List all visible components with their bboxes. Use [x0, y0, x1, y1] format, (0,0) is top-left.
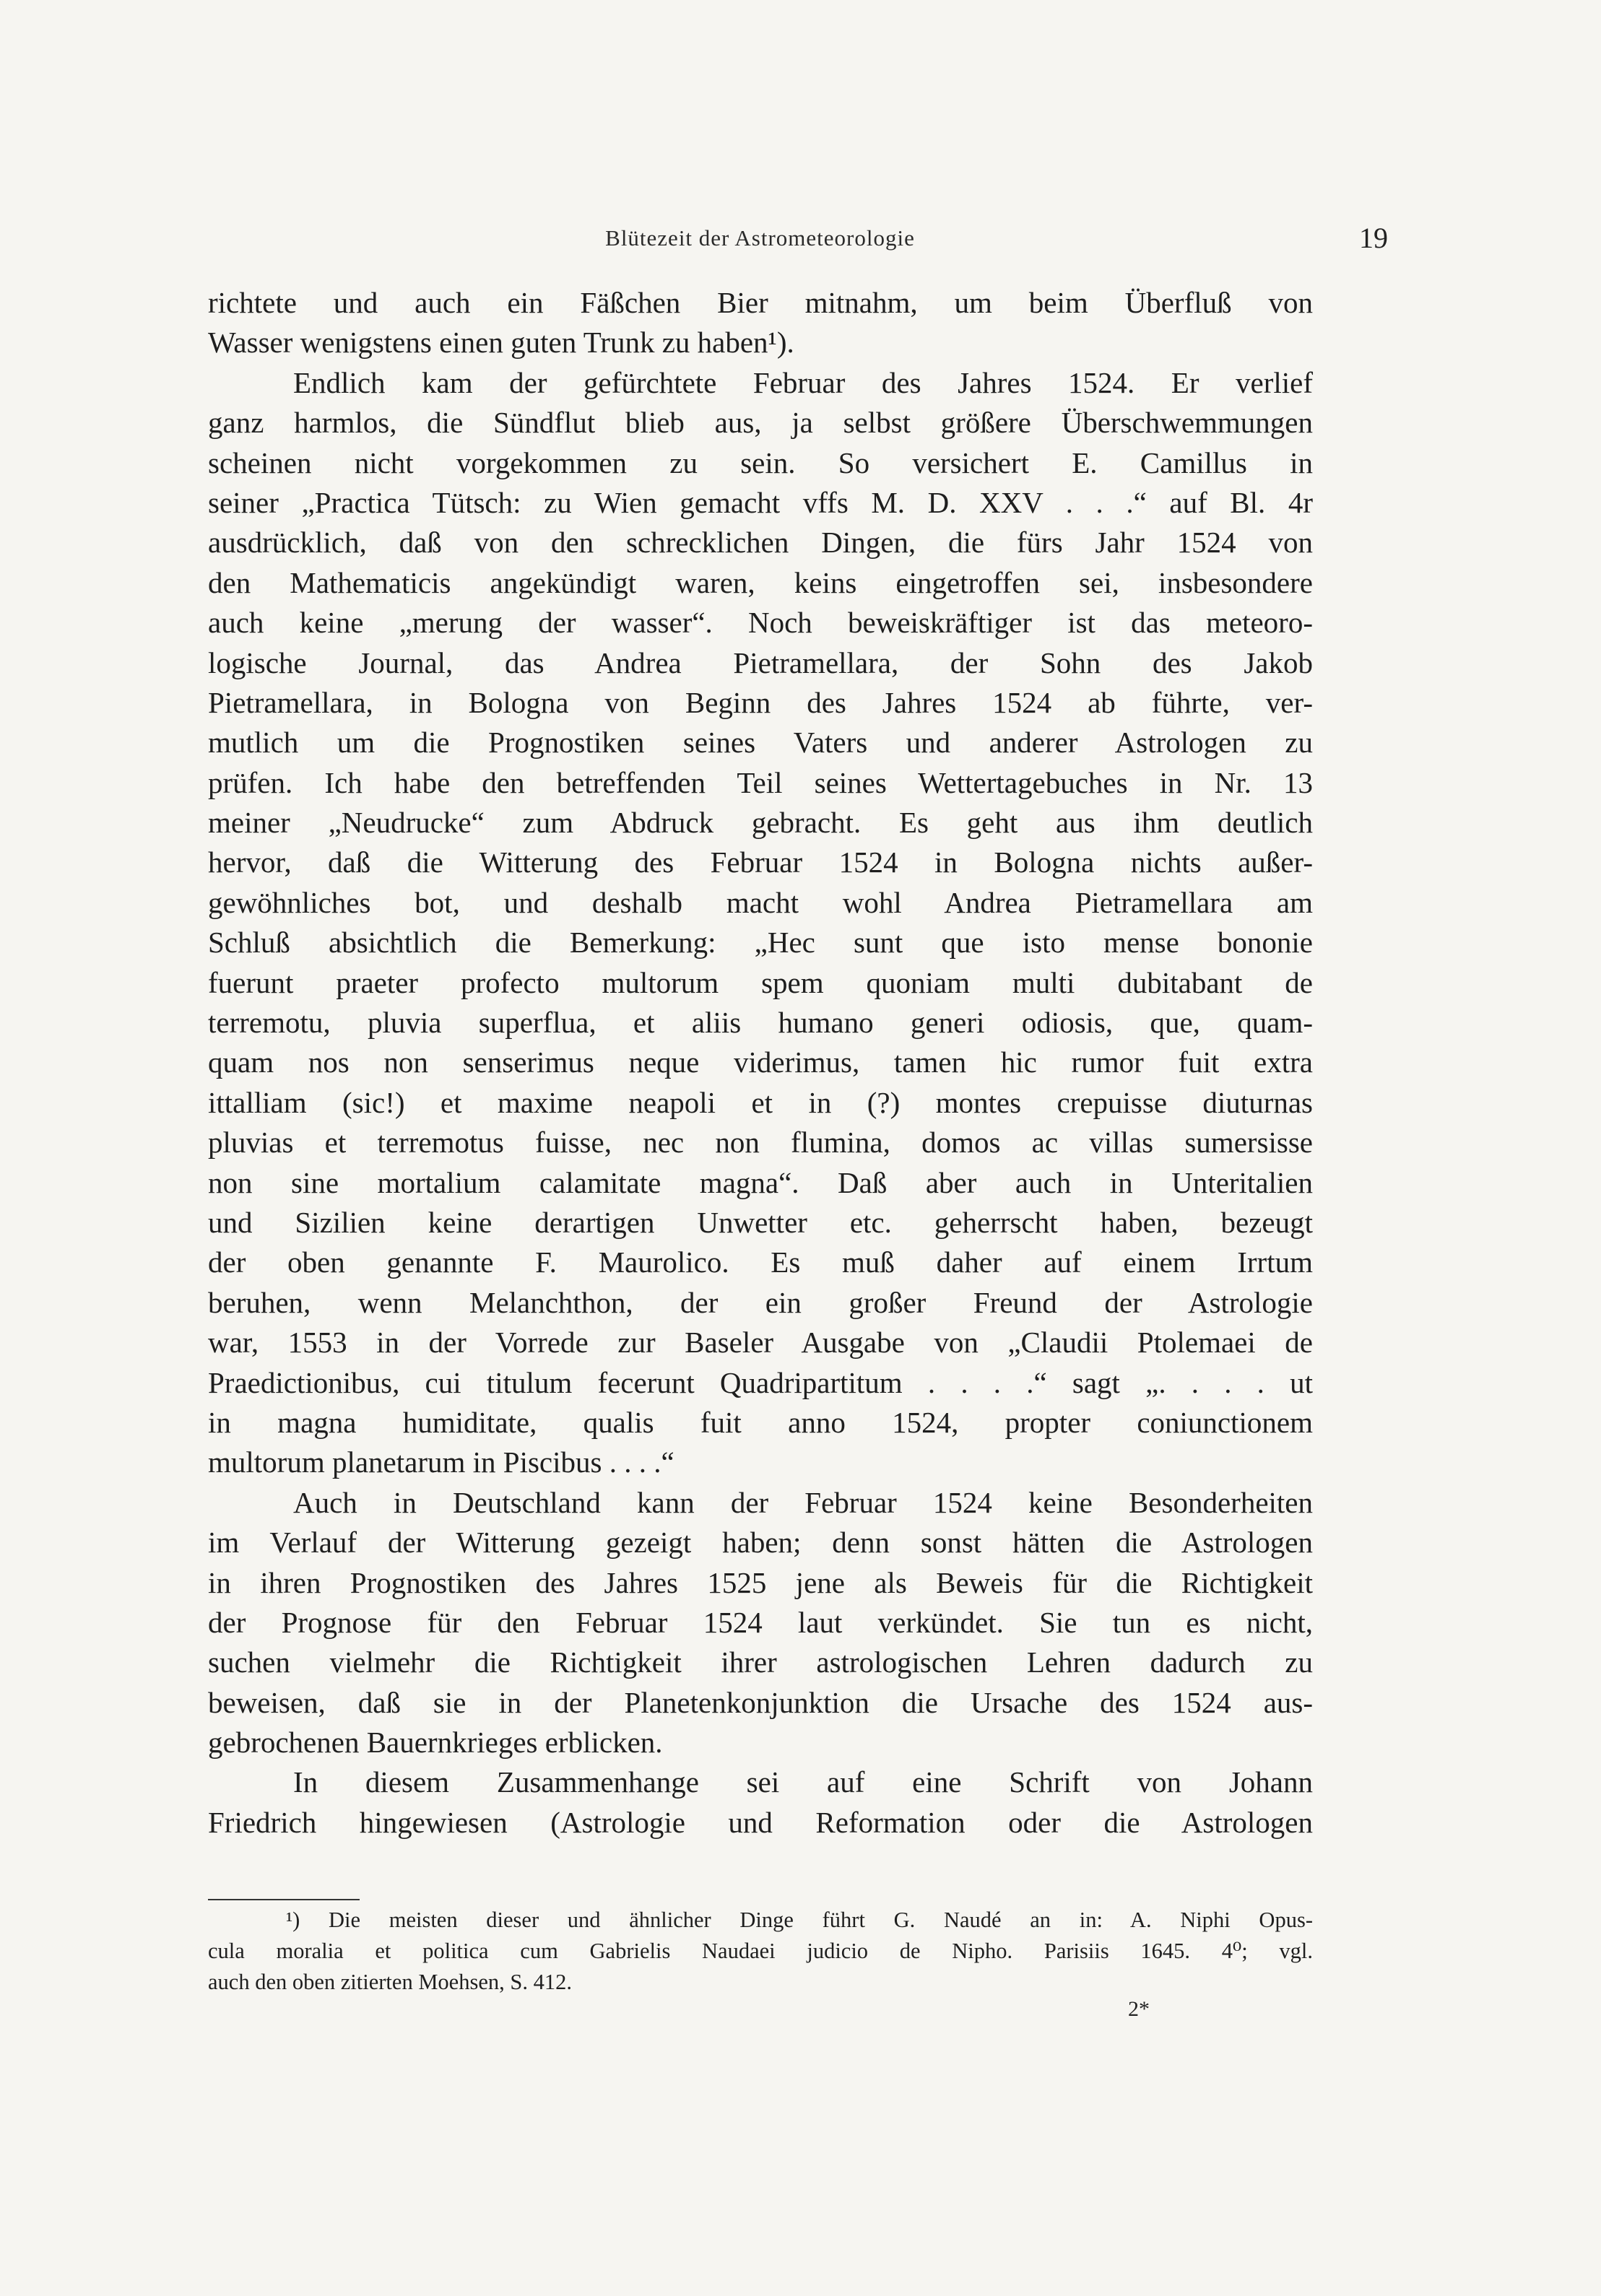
text-line: non sine mortalium calamitate magna“. Daß aber auch in Unteritalien	[208, 1165, 1313, 1199]
text-line: Schluß absichtlich die Bemerkung: „Hec sunt que isto mense bononie	[208, 926, 1313, 960]
text-line: den Mathematicis angekündigt waren, keins eingetroffen sei, insbesondere	[208, 565, 1313, 599]
text-line: und Sizilien keine derartigen Unwetter etc. geherrscht haben, bezeugt	[208, 1205, 1313, 1239]
text-line: fuerunt praeter profecto multorum spem quoniam multi dubitabant de	[208, 965, 1313, 999]
footnote-divider	[208, 1899, 360, 1900]
page-header	[208, 222, 1388, 263]
text-line: der oben genannte F. Maurolico. Es muß daher auf einem Irrtum	[208, 1245, 1313, 1279]
text-line: im Verlauf der Witterung gezeigt haben; denn sonst hätten die Astrologen	[208, 1526, 1313, 1560]
text-line: quam nos non senserimus neque viderimus, tamen hic rumor fuit extra	[208, 1045, 1313, 1079]
text-line: mutlich um die Prognostiken seines Vaters und anderer Astrologen zu	[208, 726, 1313, 760]
footnote-line: cula moralia et politica cum Gabrielis Naudaei judicio de Nipho. Parisiis 1645. 4⁰; vgl.	[208, 1939, 1313, 1963]
text-line: in magna humiditate, qualis fuit anno 1524, propter coniunctionem	[208, 1405, 1313, 1439]
text-line: richtete und auch ein Fäßchen Bier mitnahm, um beim Überfluß von	[208, 286, 1313, 319]
text-line: ganz harmlos, die Sündflut blieb aus, ja selbst größere Überschwemmungen	[208, 406, 1313, 440]
text-line: in ihren Prognostiken des Jahres 1525 jene als Beweis für die Richtigkeit	[208, 1565, 1313, 1599]
text-line: hervor, daß die Witterung des Februar 1524 in Bologna nichts außer-	[208, 845, 1313, 879]
text-line: beweisen, daß sie in der Planetenkonjunktion die Ursache des 1524 aus-	[208, 1685, 1313, 1719]
text-line: Friedrich hingewiesen (Astrologie und Reformation oder die Astrologen	[208, 1805, 1313, 1839]
text-line: Endlich kam der gefürchtete Februar des Jahres 1524. Er verlief	[293, 365, 1313, 399]
text-line: Praedictionibus, cui titulum fecerunt Quadripartitum . . . .“ sagt „. . . . ut	[208, 1365, 1313, 1399]
text-line: ittalliam (sic!) et maxime neapoli et in (?) montes crepuisse diuturnas	[208, 1085, 1313, 1119]
text-line: war, 1553 in der Vorrede zur Baseler Ausgabe von „Claudii Ptolemaei de	[208, 1326, 1313, 1360]
text-line: meiner „Neudrucke“ zum Abdruck gebracht. Es geht aus ihm deutlich	[208, 806, 1313, 840]
text-line: prüfen. Ich habe den betreffenden Teil seines Wettertagebuches in Nr. 13	[208, 765, 1313, 799]
text-line: Wasser wenigstens einen guten Trunk zu haben¹).	[208, 326, 794, 360]
text-line: Auch in Deutschland kann der Februar 1524 keine Besonderheiten	[293, 1485, 1313, 1519]
text-line: suchen vielmehr die Richtigkeit ihrer astrologischen Lehren dadurch zu	[208, 1645, 1313, 1679]
text-line: auch keine „merung der wasser“. Noch beweiskräftiger ist das meteoro-	[208, 606, 1313, 640]
main-text	[208, 283, 1313, 1843]
text-line: seiner „Practica Tütsch: zu Wien gemacht vffs M. D. XXV . . .“ auf Bl. 4r	[208, 485, 1313, 519]
text-line: gebrochenen Bauernkrieges erblicken.	[208, 1726, 663, 1760]
text-line: multorum planetarum in Piscibus . . . .“	[208, 1445, 674, 1479]
text-line: terremotu, pluvia superflua, et aliis humano generi odiosis, que, quam-	[208, 1006, 1313, 1040]
text-line: beruhen, wenn Melanchthon, der ein großer Freund der Astrologie	[208, 1285, 1313, 1319]
text-line: der Prognose für den Februar 1524 laut verkündet. Sie tun es nicht,	[208, 1605, 1313, 1639]
footnote-line: ¹) Die meisten dieser und ähnlicher Dinge führt G. Naudé an in: A. Niphi Opus-	[286, 1908, 1313, 1932]
text-line: ausdrücklich, daß von den schrecklichen Dingen, die fürs Jahr 1524 von	[208, 526, 1313, 560]
page-number: 19	[1359, 222, 1388, 254]
text-line: logische Journal, das Andrea Pietramellara, der Sohn des Jakob	[208, 645, 1313, 679]
running-head: Blütezeit der Astrometeorologie	[605, 225, 915, 251]
text-line: In diesem Zusammenhange sei auf eine Schrift von Johann	[293, 1765, 1313, 1799]
text-line: gewöhnliches bot, und deshalb macht wohl Andrea Pietramellara am	[208, 885, 1313, 919]
text-line: pluvias et terremotus fuisse, nec non flumina, domos ac villas sumersisse	[208, 1126, 1313, 1160]
text-line: scheinen nicht vorgekommen zu sein. So versichert E. Camillus in	[208, 445, 1313, 479]
signature-mark: 2*	[1128, 1997, 1150, 2021]
footnote-line: auch den oben zitierten Moehsen, S. 412.	[208, 1970, 572, 1994]
text-line: Pietramellara, in Bologna von Beginn des Jahres 1524 ab führte, ver-	[208, 685, 1313, 719]
footnotes	[208, 1905, 1313, 1998]
